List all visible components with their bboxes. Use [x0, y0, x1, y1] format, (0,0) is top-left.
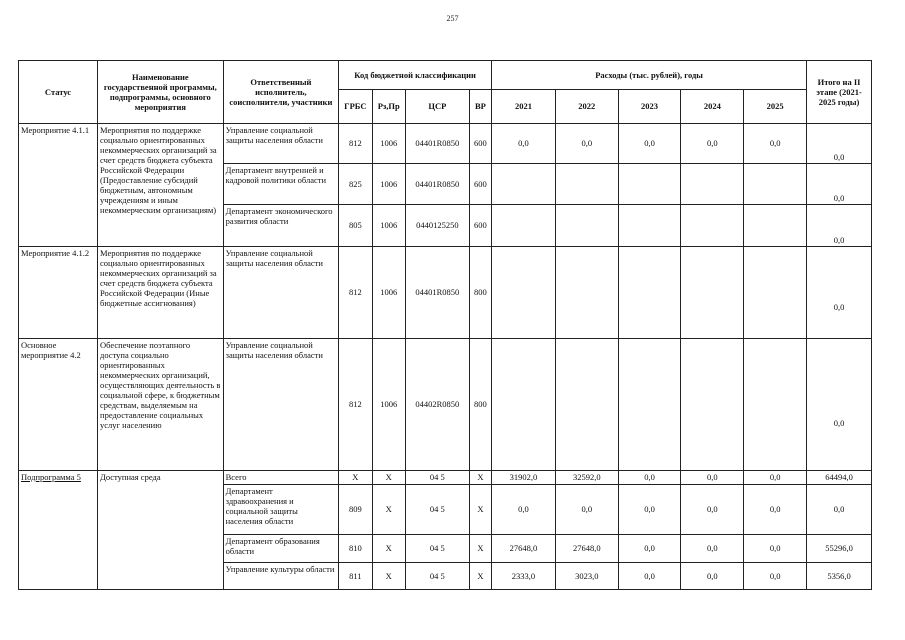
header-2022: 2022 [555, 90, 618, 124]
row-status: Мероприятие 4.1.1 [19, 124, 98, 247]
header-vr: ВР [469, 90, 491, 124]
row-responsible: Управление социальной защиты населения области [223, 339, 338, 471]
cell-csr: 04 5 [405, 563, 469, 590]
cell-2022: 0,0 [555, 124, 618, 164]
cell-csr: 04401R0850 [405, 124, 469, 164]
row-status: Основное мероприятие 4.2 [19, 339, 98, 471]
header-grbs: ГРБС [339, 90, 372, 124]
cell-grbs: 812 [339, 339, 372, 471]
cell-2025: 0,0 [744, 124, 807, 164]
cell-vr: Х [469, 471, 491, 485]
cell-2025: 0,0 [744, 485, 807, 535]
cell-2023: 0,0 [618, 535, 681, 563]
cell-total: 0,0 [807, 339, 872, 471]
header-csr: ЦСР [405, 90, 469, 124]
cell-csr: 04402R0850 [405, 339, 469, 471]
row-responsible: Департамент экономического развития области [223, 205, 338, 247]
cell-total: 5356,0 [807, 563, 872, 590]
cell-2022: 27648,0 [555, 535, 618, 563]
cell-grbs: Х [339, 471, 372, 485]
cell-csr: 04 5 [405, 535, 469, 563]
cell-csr: 04 5 [405, 471, 469, 485]
table-row [19, 124, 872, 164]
cell-csr: 0440125250 [405, 205, 469, 247]
header-status: Статус [19, 61, 98, 124]
row-responsible: Департамент здравоохранения и социальной защиты населения области [223, 485, 338, 535]
table-row [19, 339, 872, 471]
cell-grbs: 812 [339, 124, 372, 164]
cell-total: 0,0 [807, 164, 872, 205]
cell-total: 0,0 [807, 205, 872, 247]
row-name: Мероприятия по поддержке социально ориентированных некоммерческих организаций за счет средств бюджета субъекта Российской Федерации (Предоставление субсидий бюджетным, автономным учреждениям и иным некоммерческим организациям) [98, 124, 224, 247]
cell-2025: 0,0 [744, 471, 807, 485]
cell-2022: 0,0 [555, 485, 618, 535]
header-2025: 2025 [744, 90, 807, 124]
cell-total: 64494,0 [807, 471, 872, 485]
cell-2021: 31902,0 [492, 471, 556, 485]
budget-table [18, 60, 872, 590]
cell-grbs: 812 [339, 247, 372, 339]
row-name: Мероприятия по поддержке социально ориентированных некоммерческих организаций за счет средств бюджета субъекта Российской Федерации (Иные бюджетные ассигнования) [98, 247, 224, 339]
header-responsible: Ответственный исполнитель, соисполнители, участники [223, 61, 338, 124]
cell-2023: 0,0 [618, 471, 681, 485]
row-responsible: Управление социальной защиты населения области [223, 124, 338, 164]
cell-total: 0,0 [807, 247, 872, 339]
header-expenses: Расходы (тыс. рублей), годы [492, 61, 807, 90]
table-row [19, 471, 872, 485]
cell-csr: 04401R0850 [405, 164, 469, 205]
row-status: Мероприятие 4.1.2 [19, 247, 98, 339]
cell-2023: 0,0 [618, 485, 681, 535]
header-rzpr: Рз,Пр [372, 90, 405, 124]
cell-vr: 800 [469, 339, 491, 471]
cell-2021: 2333,0 [492, 563, 556, 590]
row-responsible: Управление социальной защиты населения области [223, 247, 338, 339]
table-row [19, 247, 872, 339]
row-name: Обеспечение поэтапного доступа социально ориентированных некоммерческих организаций, осуществляющих деятельность в социальной сфере, к бюджетным средствам, выделяемым на предоставление социальных услуг населению [98, 339, 224, 471]
cell-2025: 0,0 [744, 535, 807, 563]
row-responsible: Департамент внутренней и кадровой политики области [223, 164, 338, 205]
cell-total: 0,0 [807, 124, 872, 164]
cell-rzpr: Х [372, 563, 405, 590]
cell-2024: 0,0 [681, 563, 744, 590]
row-responsible: Департамент образования области [223, 535, 338, 563]
cell-rzpr: 1006 [372, 124, 405, 164]
header-name: Наименование государственной программы, подпрограммы, основного мероприятия [98, 61, 224, 124]
cell-2023: 0,0 [618, 563, 681, 590]
cell-2024: 0,0 [681, 124, 744, 164]
cell-csr: 04401R0850 [405, 247, 469, 339]
cell-grbs: 810 [339, 535, 372, 563]
cell-vr: 600 [469, 124, 491, 164]
cell-rzpr: 1006 [372, 339, 405, 471]
cell-grbs: 809 [339, 485, 372, 535]
cell-rzpr: Х [372, 471, 405, 485]
row-responsible: Всего [223, 471, 338, 485]
header-2021: 2021 [492, 90, 556, 124]
cell-vr: Х [469, 485, 491, 535]
cell-rzpr: 1006 [372, 164, 405, 205]
cell-rzpr: Х [372, 535, 405, 563]
cell-2024: 0,0 [681, 471, 744, 485]
cell-2024: 0,0 [681, 535, 744, 563]
cell-vr: 600 [469, 164, 491, 205]
cell-grbs: 805 [339, 205, 372, 247]
cell-2021: 0,0 [492, 485, 556, 535]
header-budget-code: Код бюджетной классификации [339, 61, 492, 90]
row-status: Подпрограмма 5 [19, 471, 98, 590]
cell-2025: 0,0 [744, 563, 807, 590]
cell-vr: 800 [469, 247, 491, 339]
cell-2021: 0,0 [492, 124, 556, 164]
cell-2022: 32592,0 [555, 471, 618, 485]
row-name: Доступная среда [98, 471, 224, 590]
cell-2022: 3023,0 [555, 563, 618, 590]
cell-rzpr: Х [372, 485, 405, 535]
cell-total: 55296,0 [807, 535, 872, 563]
cell-grbs: 811 [339, 563, 372, 590]
page-number: 257 [446, 14, 459, 23]
cell-grbs: 825 [339, 164, 372, 205]
header-2023: 2023 [618, 90, 681, 124]
cell-vr: Х [469, 563, 491, 590]
row-responsible: Управление культуры области [223, 563, 338, 590]
cell-vr: Х [469, 535, 491, 563]
cell-2021: 27648,0 [492, 535, 556, 563]
header-total: Итого на II этапе (2021-2025 годы) [807, 61, 872, 124]
cell-csr: 04 5 [405, 485, 469, 535]
cell-2024: 0,0 [681, 485, 744, 535]
header-2024: 2024 [681, 90, 744, 124]
cell-rzpr: 1006 [372, 247, 405, 339]
cell-2023: 0,0 [618, 124, 681, 164]
cell-vr: 600 [469, 205, 491, 247]
cell-rzpr: 1006 [372, 205, 405, 247]
cell-total: 0,0 [807, 485, 872, 535]
